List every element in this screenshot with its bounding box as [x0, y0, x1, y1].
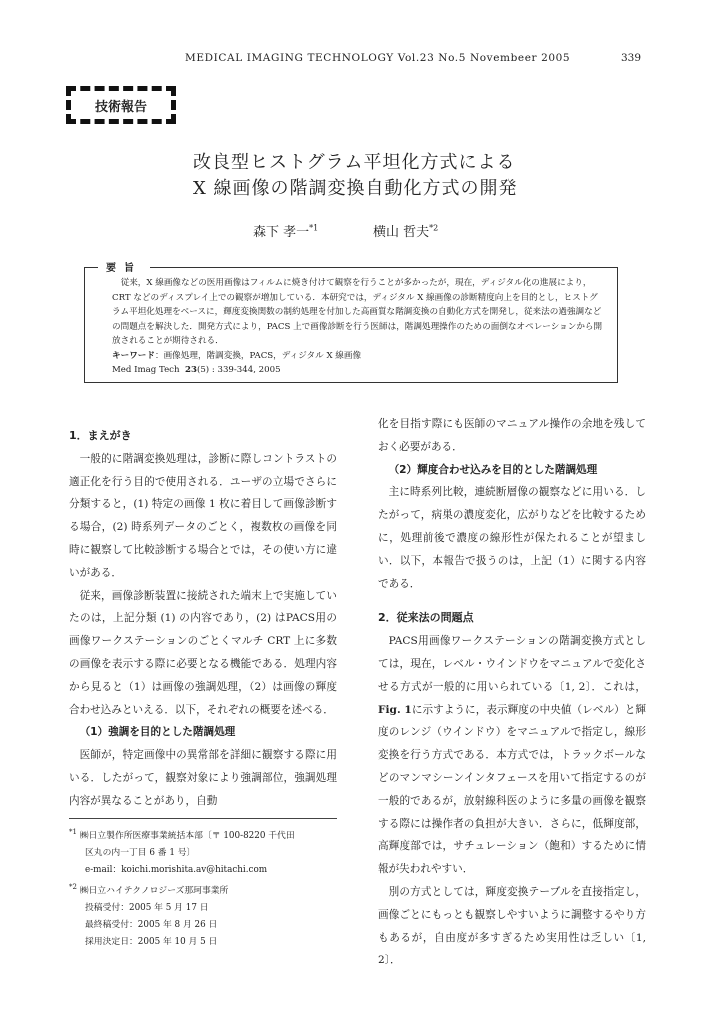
citation [112, 363, 606, 378]
abstract-text: 従来，X 線画像などの医用画像はフィルムに焼き付けて観察を行うことが多かったが，現在，ディジタル化の進展により，CRT などのディスプレイ上での観察が増加している．本研究では，ディジタル X 線画像の診断精度向上を目的とし，ヒストグラム平坦化処理をベースに，輝度変換関数の制約処理を付加した高画質な階調変換の自動化方式を開発し，従来法の過強調などの問題点を解決した．開発方式により，PACS 上で画像診断を行う医師は，階調処理操作のための面倒なオペレーションから開放されることが期待される． [112, 278, 603, 346]
section-heading-problems: 2．従来法の問題点 [378, 611, 474, 625]
footnote-mark: *1 [69, 828, 77, 836]
author-name: 森下 孝一 [253, 225, 310, 240]
footnote-text: ㈱日立製作所医療事業統括本部〔〒 100-8220 千代田 [79, 830, 295, 841]
article-type-badge [66, 86, 176, 124]
paragraph [378, 630, 646, 881]
footnote-affiliation-1 [69, 824, 359, 845]
keywords-list: ：画像処理，階調変換，PACS，ディジタル X 線画像 [154, 350, 362, 361]
paragraph: 主に時系列比較，連続断層像の観察などに用いる．したがって，病巣の濃度変化，広がりなどを比較するために，処理前後で濃度の線形性が保たれることが望ましい．以下，本報告で扱うのは，上記（1）に関する内容である． [378, 486, 646, 590]
abstract-content [112, 276, 606, 378]
text: に示すように，表示輝度の中央値（レベル）と輝度のレンジ（ウインドウ）をマニュアルで指定し，線形変換を行う方式である．本方式では，トラックボールなどのマンマシーンインタフェースを用いて指定するのが一般的であるが，放射線科医のように多量の画像を観察する際には操作者の負担が大きい．さらに，低輝度部，高輝度部では，サチュレーション（飽和）するために情報が失われやすい． [378, 703, 647, 876]
footnote-address: 区丸の内一丁目 6 番 1 号〕 [85, 847, 196, 858]
figure-reference: Fig. 1 [378, 703, 412, 716]
keywords [112, 349, 606, 364]
paragraph: 別の方式としては，輝度変換テーブルを直接指定し，画像ごとにもっとも観察しやすいように調整するやり方もあるが，自由度が多すぎるため実用性は乏しい〔1, 2〕． [378, 885, 646, 967]
paragraph: 化を目指す際にも医師のマニュアル操作の余地を残しておく必要がある． [378, 418, 646, 453]
title-line-1: 改良型ヒストグラム平坦化方式による [193, 152, 516, 173]
paragraph: 医師が，特定画像中の異常部を詳細に観察する際に用いる．したがって，観察対象により強調部位，強調処理内容が異なることがあり，自動 [69, 749, 337, 807]
subsection-heading-brightness: （2）輝度合わせ込みを目的とした階調処理 [388, 463, 598, 476]
citation-volume: 23 [185, 365, 197, 375]
footnote-email: e-mail：koichi.morishita.av@hitachi.com [85, 864, 268, 875]
author-name: 横山 哲夫 [373, 225, 430, 240]
accepted-date: 採用決定日：2005 年 10 月 5 日 [85, 936, 218, 947]
footnote-affiliation-2 [69, 879, 359, 900]
author-1 [253, 221, 318, 240]
right-column [378, 413, 646, 972]
author-2 [373, 221, 438, 240]
keywords-label: キーワード [112, 350, 155, 361]
title-line-2: X 線画像の階調変換自動化方式の開発 [193, 178, 518, 199]
left-column [69, 425, 337, 813]
subsection-heading-enhancement: （1）強調を目的とした階調処理 [79, 726, 236, 739]
received-date: 投稿受付：2005 年 5 月 17 日 [85, 902, 209, 913]
journal-header: MEDICAL IMAGING TECHNOLOGY Vol.23 No.5 Novembeer 2005 [185, 52, 571, 64]
paragraph: 一般的に階調変換処理は，診断に際しコントラストの適正化を行う目的で使用される．ユーザの立場でさらに分類すると，(1) 特定の画像 1 枚に着目して画像診断する場合，(2) 時系列データのごとく，複数枚の画像を同時に観察して比較診断する場合とでは，その使い方に違いがある． [69, 452, 337, 579]
author-affiliation-mark: *2 [429, 223, 439, 233]
paragraph: 従来，画像診断装置に接続された端末上で実施していたのは，上記分類 (1) の内容であり，(2) はPACS用の画像ワークステーションのごとくマルチ CRT 上に多数の画像を表示する際に必要となる機能である．処理内容から見ると（1）は画像の強調処理，（2）は画像の輝度合わせ込みといえる．以下，それぞれの概要を述べる． [69, 589, 337, 716]
footnote-mark: *2 [69, 882, 77, 891]
text: PACS用画像ワークステーションの階調変換方式としては，現在，レベル・ウインドウをマニュアルで変化させる方式が一般的に用いられている〔1, 2〕．これは， [378, 635, 646, 693]
article-type-label: 技術報告 [94, 99, 147, 115]
citation-journal: Med Imag Tech [112, 365, 180, 375]
footnote-divider [69, 818, 337, 819]
final-manuscript-date: 最終稿受付：2005 年 8 月 26 日 [85, 919, 218, 930]
abstract-label: 要旨 [98, 259, 150, 274]
footnote-text: ㈱日立ハイテクノロジーズ那珂事業所 [79, 885, 229, 896]
author-affiliation-mark: *1 [309, 223, 319, 233]
section-heading-intro: 1．まえがき [69, 429, 132, 442]
citation-details: (5) : 339-344, 2005 [196, 365, 281, 375]
page-number: 339 [621, 52, 642, 64]
footnotes [69, 824, 359, 951]
